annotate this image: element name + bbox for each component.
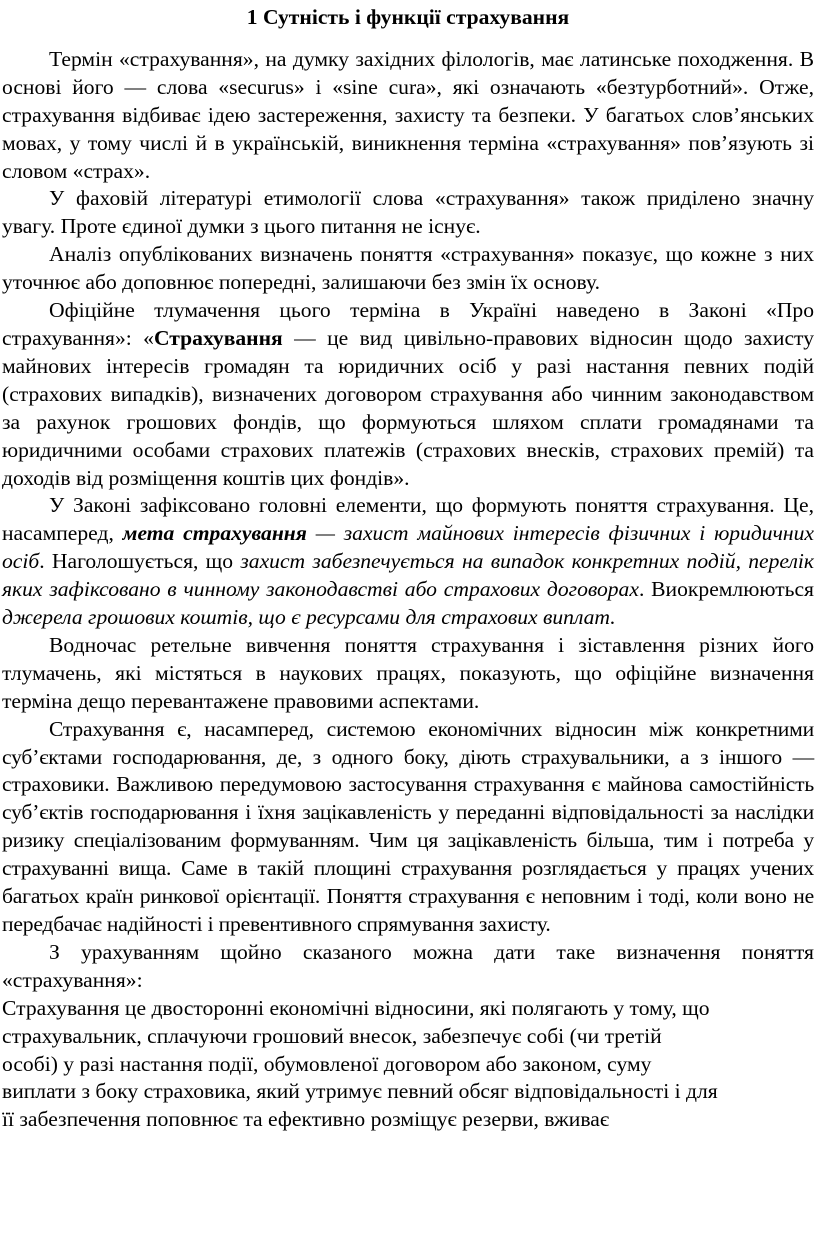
paragraph-etymology: Термін «страхування», на думку західних філологів, має латинське походження. В основі його — слова «securus» і «sine cura», які означають «безтурботний». Отже, страхування відбиває ідею застереження, захисту та безпеки. У багатьох слов’янських мовах, у тому числі й в українській, виникнення терміна «страхування» пов’язують зі словом «страх». [2, 46, 814, 183]
official-definition-text: — це вид цивільно-правових відносин щодо захисту майнових інтересів громадян та юридичних осіб у разі настання певних подій (страхових випадків), визначених договором страхування або чинним законодавством за рахунок грошових фондів, що формуються шляхом сплати громадянами та юридичними особами страхових платежів (страхових внесків, страхових премій) та доходів від розміщення коштів цих фондів». [2, 325, 814, 490]
paragraph-definition [2, 995, 814, 1135]
definition-line: Страхування це двосторонні економічні відносини, які полягають у тому, що [2, 995, 710, 1020]
law-elements-intro: У Законі зафіксовано головні елементи, що формують поняття страхування. Це, насамперед, [2, 493, 814, 546]
paragraph-official-definition [2, 297, 814, 492]
paragraph-literature: У фаховій літературі етимології слова «страхування» також приділено значну увагу. Проте єдиної думки з цього питання не існує. [2, 186, 814, 239]
definition-line: особі) у разі настання події, обумовленої договором або законом, суму [2, 1051, 652, 1076]
protection-events-text: захист забезпечується на випадок конкретних подій, перелік яких зафіксовано в чинному законодавстві або страхових договорах [2, 549, 814, 602]
definition-line: виплати з боку страховика, який утримує певний обсяг відповідальності і для [2, 1079, 718, 1104]
definition-line: страхувальник, сплачуючи грошовий внесок, забезпечує собі (чи третій [2, 1023, 662, 1048]
insurance-goal-text: — захист майнових інтересів фізичних і юридичних осіб [2, 521, 814, 574]
insurance-goal-term: мета страхування [122, 521, 307, 546]
paragraph-analysis: Аналіз опублікованих визначень поняття «страхування» показує, що кожне з них уточнює або доповнює попередні, залишаючи без змін їх основу. [2, 242, 814, 295]
term-strakhuvannia: Страхування [153, 325, 283, 350]
definition-line: її забезпечення поповнює та ефективно розміщує резерви, вживає [2, 1107, 610, 1132]
section-title: 1 Сутність і функції страхування [246, 5, 570, 29]
funding-sources-text: джерела грошових коштів, що є ресурсами для страхових виплат. [2, 605, 616, 630]
paragraph-definition-lead: З урахуванням щойно сказаного можна дати таке визначення поняття «страхування»: [2, 939, 814, 992]
paragraph-study: Водночас ретельне вивчення поняття страхування і зіставлення різних його тлумачень, які містяться в наукових працях, показують, що офіційне визначення терміна дещо перевантажене правовими аспектами. [2, 632, 814, 713]
official-definition-intro: Офіційне тлумачення цього терміна в Україні наведено в Законі «Про страхування»: « [2, 298, 814, 350]
paragraph-economic-system: Страхування є, насамперед, системою економічних відносин між конкретними суб’єктами господарювання, де, з одного боку, діють страхувальники, а з іншого — страховики. Важливою передумовою застосування страхування є майнова самостійність суб’єктів господарювання і їхня зацікавленість у переданні відповідальності за наслідки ризику спеціалізованим формуванням. Чим ця зацікавленість більша, тим і потреба у страхуванні вища. Саме в такій площині страхування розглядається у працях учених багатьох країн ринкової орієнтації. Поняття страхування є неповним і тоді, коли воно не передбачає надійності і превентивного спрямування захисту. [2, 716, 814, 936]
law-elements-connector: . Наголошується, що [39, 549, 241, 574]
law-elements-connector-2: . Виокремлюються [638, 577, 814, 602]
paragraph-law-elements [2, 492, 814, 632]
